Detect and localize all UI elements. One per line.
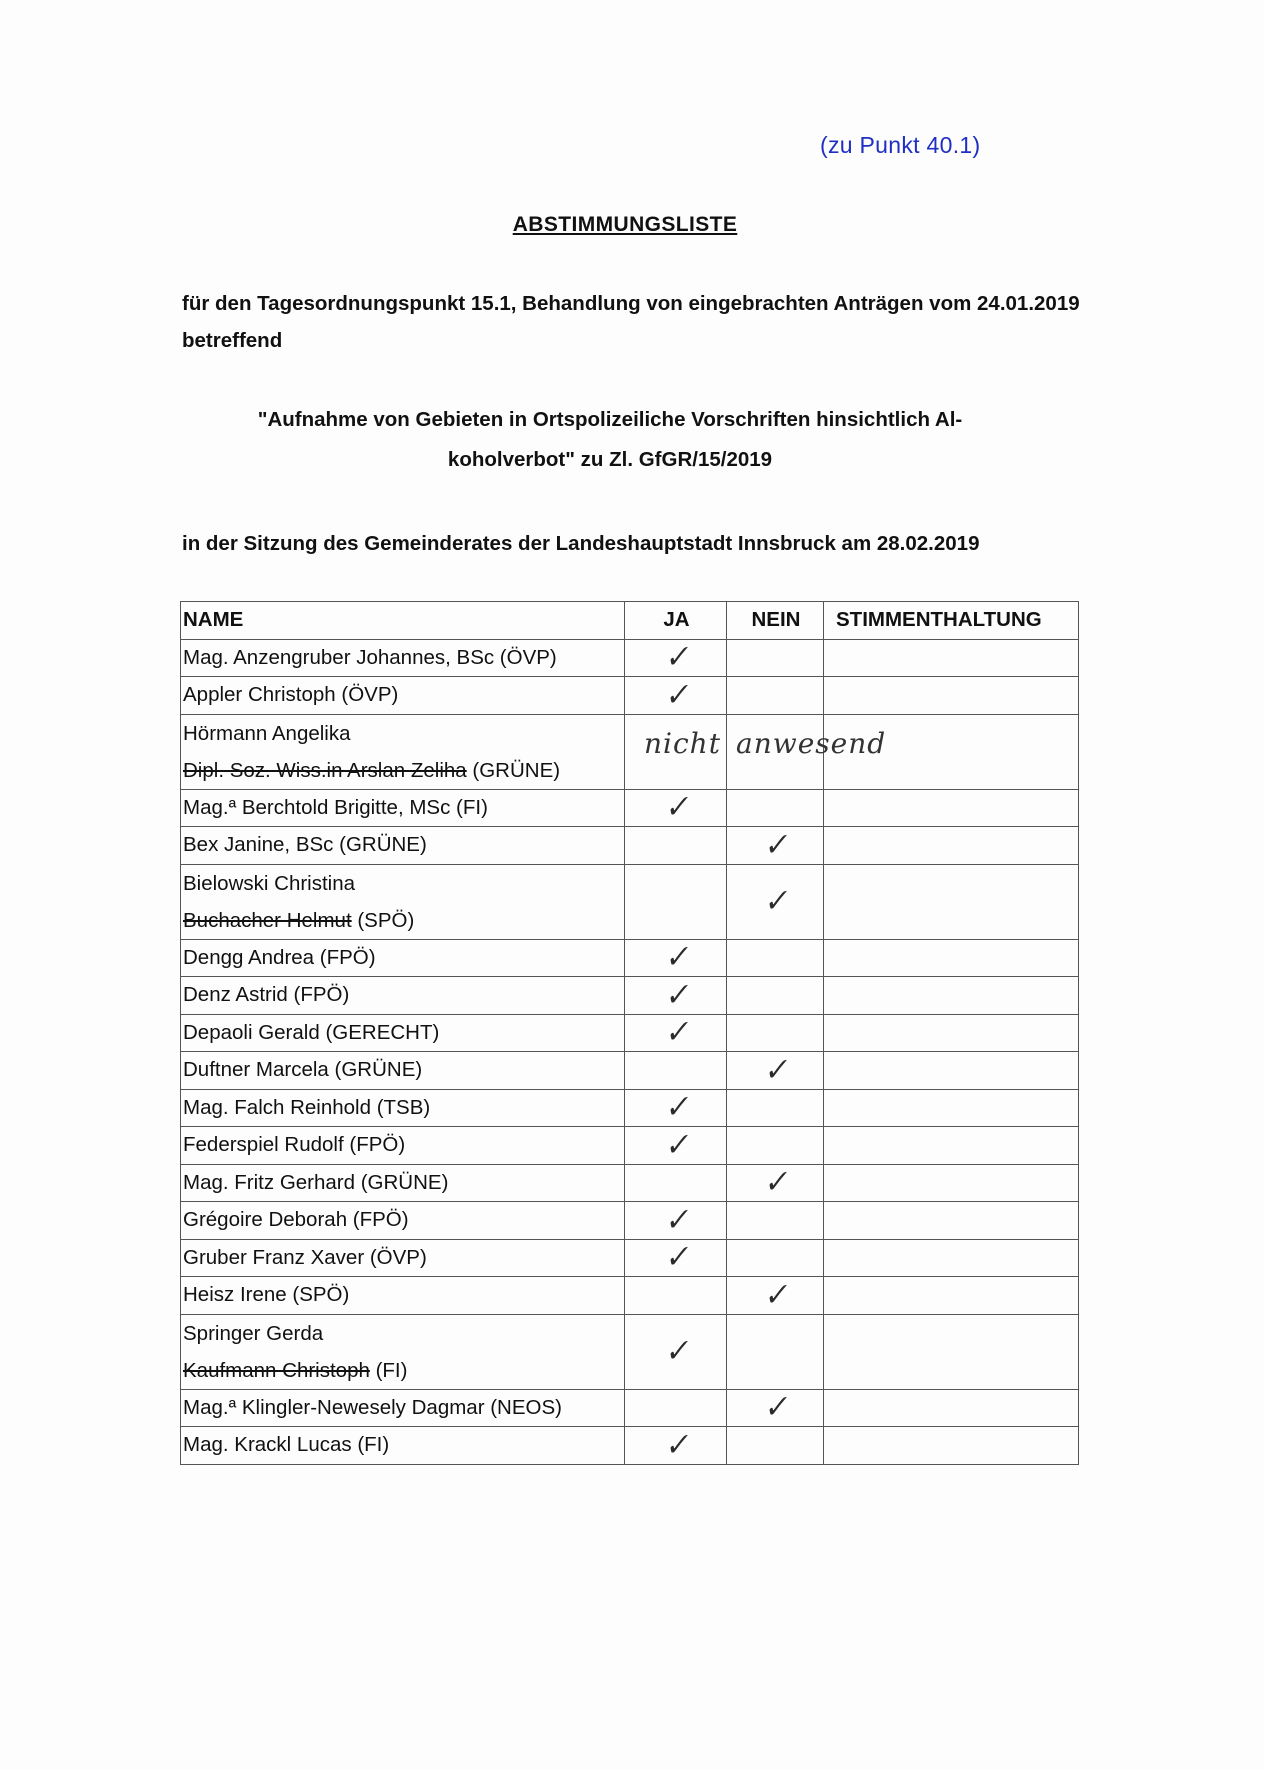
table-row [181, 677, 1079, 715]
voter-name-cell: Denz Astrid (FPÖ) [181, 977, 625, 1015]
check-mark-icon: ✓ [662, 789, 691, 827]
voter-name-cell: Gruber Franz Xaver (ÖVP) [181, 1239, 625, 1277]
check-mark-icon: ✓ [662, 1332, 691, 1371]
document-title: ABSTIMMUNGSLISTE [512, 213, 738, 236]
vote-cell-ja [625, 1202, 727, 1240]
vote-table [180, 601, 1079, 1465]
voter-name-cell [181, 1314, 625, 1389]
vote-cell-nein [727, 639, 824, 677]
vote-cell-nein [727, 1277, 824, 1315]
check-mark-icon: ✓ [761, 1389, 791, 1427]
vote-cell-enthaltung [824, 1389, 1079, 1427]
vote-cell-enthaltung [824, 1314, 1079, 1389]
table-row [181, 1239, 1079, 1277]
table-row [181, 1314, 1079, 1389]
table-row [181, 977, 1079, 1015]
voter-name-cell: Depaoli Gerald (GERECHT) [181, 1014, 625, 1052]
vote-cell-nein [727, 1427, 824, 1465]
check-mark-icon: ✓ [662, 939, 691, 977]
party-suffix: (SPÖ) [351, 908, 415, 932]
voter-name-cell: Heisz Irene (SPÖ) [181, 1277, 625, 1315]
vote-cell-nein [727, 1127, 824, 1165]
vote-cell-ja [625, 677, 727, 715]
check-mark-icon: ✓ [761, 1276, 791, 1314]
vote-cell-nein [727, 1164, 824, 1202]
handwritten-note-anwesend: anwesend [736, 727, 887, 760]
struck-name: Kaufmann Christoph [183, 1358, 370, 1382]
vote-cell-ja [625, 864, 727, 939]
table-row [181, 1277, 1079, 1315]
check-mark-icon: ✓ [662, 1201, 691, 1239]
vote-cell-nein [727, 1389, 824, 1427]
voter-name-cell: Bex Janine, BSc (GRÜNE) [181, 827, 625, 865]
voter-name-cell: Appler Christoph (ÖVP) [181, 677, 625, 715]
vote-cell-nein [727, 1052, 824, 1090]
subject-block [170, 400, 1050, 480]
check-mark-icon: ✓ [662, 639, 691, 677]
check-mark-icon: ✓ [662, 1126, 691, 1164]
voter-name-cell: Mag.ª Klingler-Newesely Dagmar (NEOS) [181, 1389, 625, 1427]
table-row [181, 1014, 1079, 1052]
voter-name-cell: Mag. Falch Reinhold (TSB) [181, 1089, 625, 1127]
vote-cell-nein [727, 1014, 824, 1052]
table-row [181, 864, 1079, 939]
vote-cell-enthaltung [824, 1239, 1079, 1277]
table-row [181, 1389, 1079, 1427]
vote-cell-enthaltung [824, 977, 1079, 1015]
vote-cell-enthaltung [824, 864, 1079, 939]
voter-name-cell: Mag. Anzengruber Johannes, BSc (ÖVP) [181, 639, 625, 677]
vote-cell-enthaltung [824, 1202, 1079, 1240]
party-suffix: (FI) [369, 1358, 408, 1382]
vote-cell-enthaltung [824, 1052, 1079, 1090]
header-ja: JA [625, 602, 727, 640]
vote-cell-ja [625, 1427, 727, 1465]
table-row [181, 939, 1079, 977]
check-mark-icon: ✓ [761, 826, 791, 864]
vote-cell-ja [625, 1239, 727, 1277]
vote-cell-nein [727, 1202, 824, 1240]
vote-cell-ja [625, 827, 727, 865]
voter-name: Springer Gerda [183, 1321, 324, 1345]
check-mark-icon: ✓ [662, 1089, 691, 1127]
voter-name-cell: Mag.ª Berchtold Brigitte, MSc (FI) [181, 789, 625, 827]
header-enthaltung: STIMMENTHALTUNG [824, 602, 1079, 640]
vote-cell-ja [625, 1164, 727, 1202]
voter-name-cell: Dengg Andrea (FPÖ) [181, 939, 625, 977]
replaced-name-line [183, 1352, 624, 1389]
vote-cell-enthaltung [824, 677, 1079, 715]
table-row [181, 1427, 1079, 1465]
table-row [181, 827, 1079, 865]
table-header-row [181, 602, 1079, 640]
check-mark-icon: ✓ [761, 1164, 791, 1202]
vote-cell-enthaltung [824, 1277, 1079, 1315]
vote-cell-ja [625, 1389, 727, 1427]
replaced-name-line [183, 752, 624, 789]
check-mark-icon: ✓ [761, 1051, 791, 1089]
check-mark-icon: ✓ [662, 1014, 691, 1052]
voter-name-cell: Mag. Krackl Lucas (FI) [181, 1427, 625, 1465]
vote-cell-enthaltung [824, 1164, 1079, 1202]
vote-cell-ja [625, 939, 727, 977]
voter-name-cell: Mag. Fritz Gerhard (GRÜNE) [181, 1164, 625, 1202]
table-row [181, 789, 1079, 827]
agenda-intro: für den Tagesordnungspunkt 15.1, Behandlung von eingebrachten Anträgen vom 24.01.2019 betreffend [182, 292, 1080, 352]
vote-cell-ja [625, 1277, 727, 1315]
table-row [181, 1164, 1079, 1202]
table-row [181, 639, 1079, 677]
vote-cell-ja [625, 789, 727, 827]
check-mark-icon: ✓ [662, 1239, 691, 1277]
voter-name-cell [181, 864, 625, 939]
vote-cell-nein [727, 977, 824, 1015]
subject-line-1: "Aufnahme von Gebieten in Ortspolizeiliche Vorschriften hinsichtlich Al- [257, 408, 963, 431]
vote-cell-enthaltung [824, 789, 1079, 827]
vote-cell-nein [727, 864, 824, 939]
table-row [181, 1202, 1079, 1240]
vote-cell-nein [727, 1239, 824, 1277]
vote-cell-ja [625, 977, 727, 1015]
voter-name-cell [181, 714, 625, 789]
vote-cell-ja [625, 639, 727, 677]
party-suffix: (GRÜNE) [466, 758, 561, 782]
vote-cell-ja [625, 1127, 727, 1165]
voter-name-cell: Grégoire Deborah (FPÖ) [181, 1202, 625, 1240]
vote-cell-enthaltung [824, 827, 1079, 865]
check-mark-icon: ✓ [662, 1426, 691, 1464]
vote-cell-ja [625, 1089, 727, 1127]
vote-cell-enthaltung [824, 1014, 1079, 1052]
voter-name-cell: Federspiel Rudolf (FPÖ) [181, 1127, 625, 1165]
vote-cell-nein [727, 1314, 824, 1389]
vote-cell-nein [727, 827, 824, 865]
voter-name: Bielowski Christina [183, 871, 356, 895]
vote-cell-nein [727, 677, 824, 715]
vote-cell-enthaltung [824, 1089, 1079, 1127]
struck-name: Buchacher Helmut [183, 908, 352, 932]
header-name: NAME [181, 602, 625, 640]
table-row [181, 1127, 1079, 1165]
vote-table-body [181, 639, 1079, 1464]
handwritten-note-nicht: nicht [644, 727, 721, 760]
vote-cell-nein [727, 789, 824, 827]
check-mark-icon: ✓ [761, 882, 791, 921]
table-row [181, 1089, 1079, 1127]
vote-cell-nein [727, 939, 824, 977]
check-mark-icon: ✓ [662, 976, 691, 1014]
reference-note: (zu Punkt 40.1) [820, 132, 981, 158]
replaced-name-line [183, 902, 624, 939]
voter-name: Hörmann Angelika [183, 721, 351, 745]
table-row [181, 1052, 1079, 1090]
vote-cell-ja [625, 1014, 727, 1052]
table-row [181, 714, 1079, 789]
vote-cell-ja [625, 1052, 727, 1090]
vote-cell-ja [625, 1314, 727, 1389]
struck-name: Dipl. Soz. Wiss.in Arslan Zeliha [183, 758, 467, 782]
vote-cell-nein [727, 1089, 824, 1127]
vote-cell-enthaltung [824, 639, 1079, 677]
vote-cell-enthaltung [824, 1427, 1079, 1465]
session-line: in der Sitzung des Gemeinderates der Landeshauptstadt Innsbruck am 28.02.2019 [182, 532, 980, 555]
voter-name-cell: Duftner Marcela (GRÜNE) [181, 1052, 625, 1090]
vote-cell-enthaltung [824, 1127, 1079, 1165]
check-mark-icon: ✓ [662, 676, 691, 714]
vote-cell-enthaltung [824, 939, 1079, 977]
subject-line-2: koholverbot" zu Zl. GfGR/15/2019 [447, 448, 773, 471]
header-nein: NEIN [727, 602, 824, 640]
